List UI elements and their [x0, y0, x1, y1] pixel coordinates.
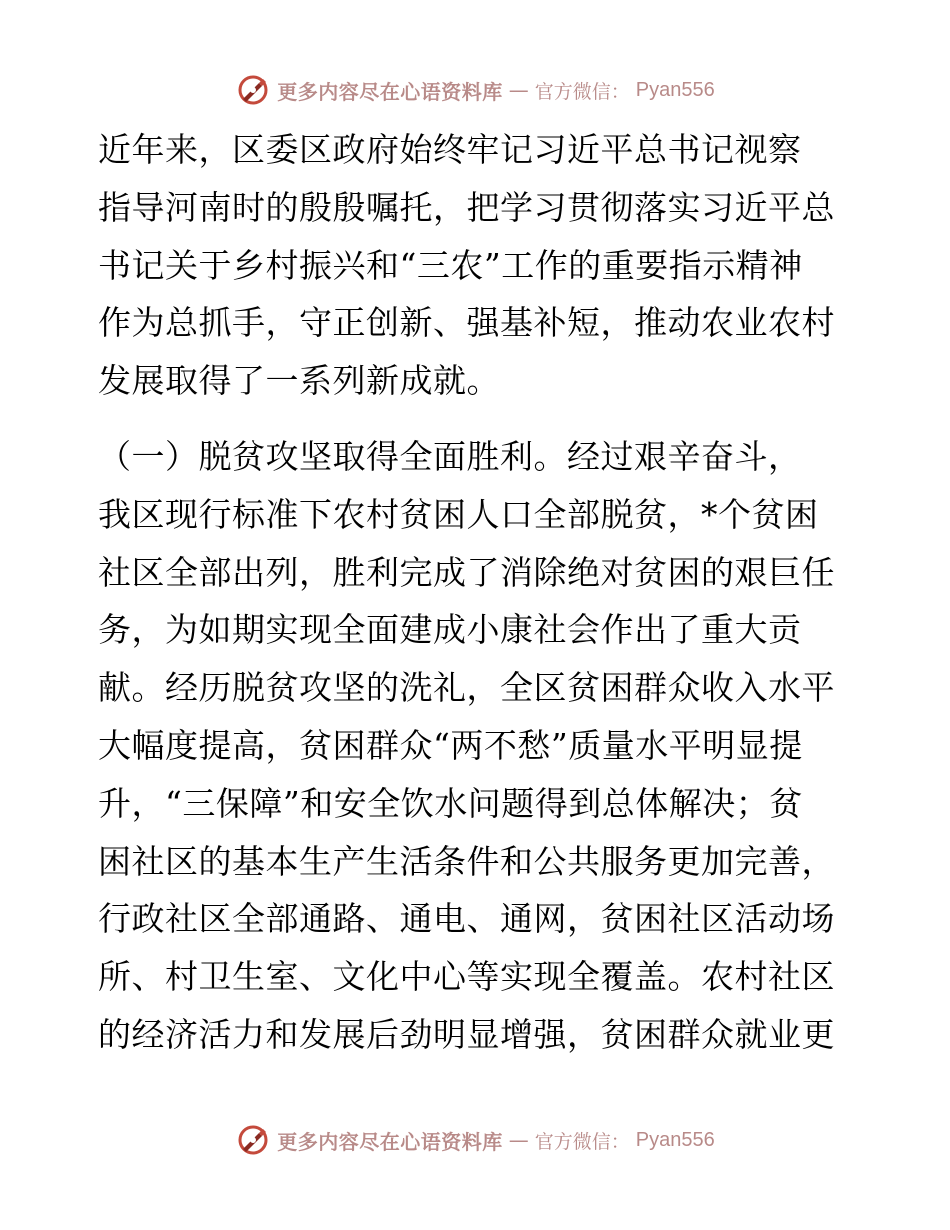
paragraph-line: 近年来，区委区政府始终牢记习近平总书记视察 — [98, 130, 802, 169]
footer-banner-main: 更多内容尽在心语资料库 — [277, 1129, 503, 1154]
paragraph-line: （一）脱贫攻坚取得全面胜利。经过艰辛奋斗， — [98, 437, 802, 476]
paragraph-line: 发展取得了一系列新成就。 — [98, 361, 500, 401]
paragraph-line: 务，为如期实现全面建成小康社会作出了重大贡 — [98, 610, 802, 650]
paragraph-line: 我区现行标准下农村贫困人口全部脱贫，*个贫困 — [98, 494, 819, 534]
paragraph-1 — [98, 121, 858, 410]
paragraph-line: 的经济活力和发展后劲明显增强，贫困群众就业更 — [98, 1014, 835, 1054]
paragraph-line: 社区全部出列，胜利完成了消除绝对贫困的艰巨任 — [98, 552, 835, 592]
paragraph-line: 升，“三保障”和安全饮水问题得到总体解决；贫 — [98, 783, 803, 823]
header-banner-id: Pyan556 — [635, 78, 715, 101]
paragraph-2 — [98, 428, 858, 1064]
logo-icon — [235, 1122, 271, 1158]
paragraph-line: 所、村卫生室、文化中心等实现全覆盖。农村社区 — [98, 957, 835, 997]
footer-banner-dash: — — [508, 1128, 529, 1152]
paragraph-line: 大幅度提高，贫困群众“两不愁”质量水平明显提 — [98, 725, 803, 765]
paragraph-line: 指导河南时的殷殷嘱托，把学习贯彻落实习近平总 — [98, 187, 835, 227]
header-banner-dash: — — [508, 78, 529, 102]
header-banner-main: 更多内容尽在心语资料库 — [277, 79, 503, 104]
paragraph-line: 困社区的基本生产生活条件和公共服务更加完善， — [98, 841, 835, 881]
header-banner-wechat: 官方微信： — [534, 80, 630, 103]
header-banner — [0, 68, 950, 112]
paragraph-line: 作为总抓手，守正创新、强基补短，推动农业农村 — [98, 303, 835, 343]
footer-banner — [0, 1118, 950, 1162]
paragraph-line: 书记关于乡村振兴和“三农”工作的重要指示精神 — [98, 245, 803, 285]
paragraph-line: 行政社区全部通路、通电、通网，贫困社区活动场 — [98, 899, 835, 939]
footer-banner-id: Pyan556 — [635, 1128, 715, 1151]
footer-banner-wechat: 官方微信： — [534, 1130, 630, 1153]
logo-icon — [235, 72, 271, 108]
paragraph-line: 献。经历脱贫攻坚的洗礼，全区贫困群众收入水平 — [98, 668, 835, 708]
